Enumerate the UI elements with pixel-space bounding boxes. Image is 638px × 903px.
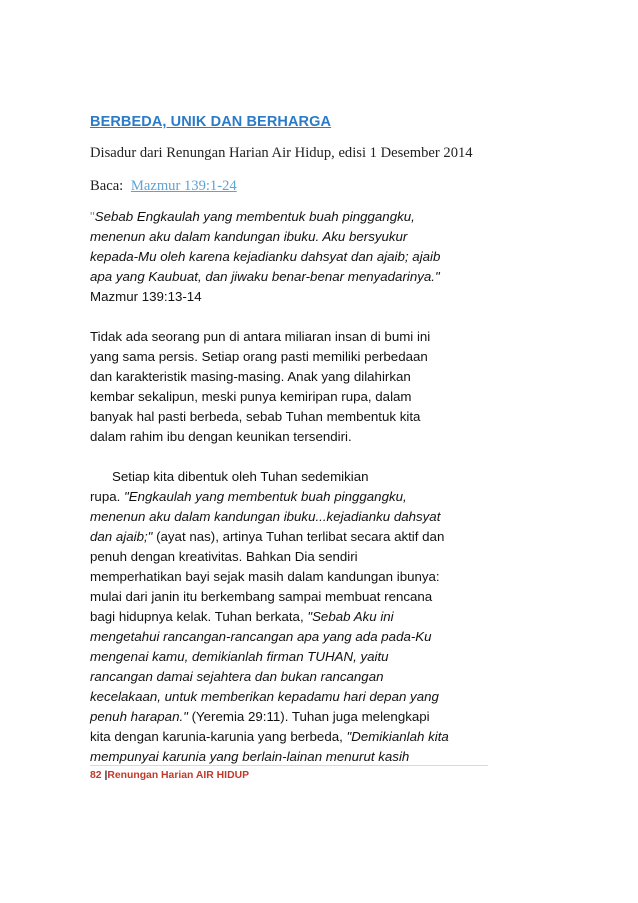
quote-run: rancangan damai sejahtera dan bukan rancangan xyxy=(90,669,384,684)
quote-run: menenun aku dalam kandungan ibuku...kejadianku dahsyat xyxy=(90,509,441,524)
paragraph-line: dan karakteristik masing-masing. Anak yang dilahirkan xyxy=(90,369,411,384)
read-label: Baca: xyxy=(90,178,124,194)
text-run: (ayat nas), artinya Tuhan terlibat secara aktif dan xyxy=(152,529,445,544)
paragraph-line: Setiap kita dibentuk oleh Tuhan sedemikian xyxy=(112,469,369,484)
paragraph-2 xyxy=(90,467,510,767)
quote-run: mengetahui rancangan-rancangan apa yang ada pada-Ku xyxy=(90,629,432,644)
article-body xyxy=(90,207,510,767)
quote-line: kepada-Mu oleh karena kejadianku dahsyat dan ajaib; ajaib xyxy=(90,249,441,264)
quote-run: "Demikianlah kita xyxy=(346,729,449,744)
paragraph-line: memperhatikan bayi sejak masih dalam kandungan ibunya: xyxy=(90,569,440,584)
paragraph-line: kembar sekalipun, meski punya kemiripan rupa, dalam xyxy=(90,389,412,404)
quote-run: mempunyai karunia yang berlain-lainan menurut kasih xyxy=(90,749,410,764)
quote-line: Sebab Engkaulah yang membentuk buah pinggangku, xyxy=(94,209,415,224)
footer-label: Renungan Harian AIR HIDUP xyxy=(107,770,250,781)
quote-line: apa yang Kaubuat, dan jiwaku benar-benar menyadarinya." xyxy=(90,269,440,284)
page-footer xyxy=(90,770,249,781)
scripture-link[interactable]: Mazmur 139:1-24 xyxy=(130,178,237,194)
text-run: kita dengan karunia-karunia yang berbeda, xyxy=(90,729,347,744)
key-verse-quote xyxy=(90,207,510,307)
quote-reference: Mazmur 139:13-14 xyxy=(90,289,202,304)
text-run: bagi hidupnya kelak. Tuhan berkata, xyxy=(90,609,308,624)
page-number: 82 xyxy=(90,770,102,781)
quote-run: mengenai kamu, demikianlah firman TUHAN, yaitu xyxy=(90,649,389,664)
quote-line: menenun aku dalam kandungan ibuku. Aku bersyukur xyxy=(90,229,408,244)
paragraph-line: penuh dengan kreativitas. Bahkan Dia sendiri xyxy=(90,549,358,564)
text-run: rupa. xyxy=(90,489,125,504)
source-note: Disadur dari Renungan Harian Air Hidup, edisi 1 Desember 2014 xyxy=(90,145,473,161)
footer-divider xyxy=(90,765,488,766)
paragraph-line: Tidak ada seorang pun di antara miliaran insan di bumi ini xyxy=(90,329,431,344)
footer-separator: | xyxy=(104,770,108,781)
paragraph-1 xyxy=(90,327,510,447)
paragraph-line: dalam rahim ibu dengan keunikan tersendiri. xyxy=(90,429,352,444)
quote-run: "Engkaulah yang membentuk buah pinggangku, xyxy=(124,489,407,504)
quote-run: dan ajaib;" xyxy=(90,529,153,544)
quote-open-mark: " xyxy=(90,209,95,224)
quote-run: kecelakaan, untuk memberikan kepadamu hari depan yang xyxy=(90,689,439,704)
paragraph-line: banyak hal pasti berbeda, sebab Tuhan membentuk kita xyxy=(90,409,421,424)
quote-run: penuh harapan." xyxy=(90,709,188,724)
reading-reference xyxy=(90,178,237,195)
paragraph-line: mulai dari janin itu berkembang sampai membuat rencana xyxy=(90,589,433,604)
quote-run: "Sebab Aku ini xyxy=(307,609,394,624)
article-title: BERBEDA, UNIK DAN BERHARGA xyxy=(90,114,332,130)
text-run: (Yeremia 29:11). Tuhan juga melengkapi xyxy=(187,709,430,724)
paragraph-line: yang sama persis. Setiap orang pasti memiliki perbedaan xyxy=(90,349,428,364)
